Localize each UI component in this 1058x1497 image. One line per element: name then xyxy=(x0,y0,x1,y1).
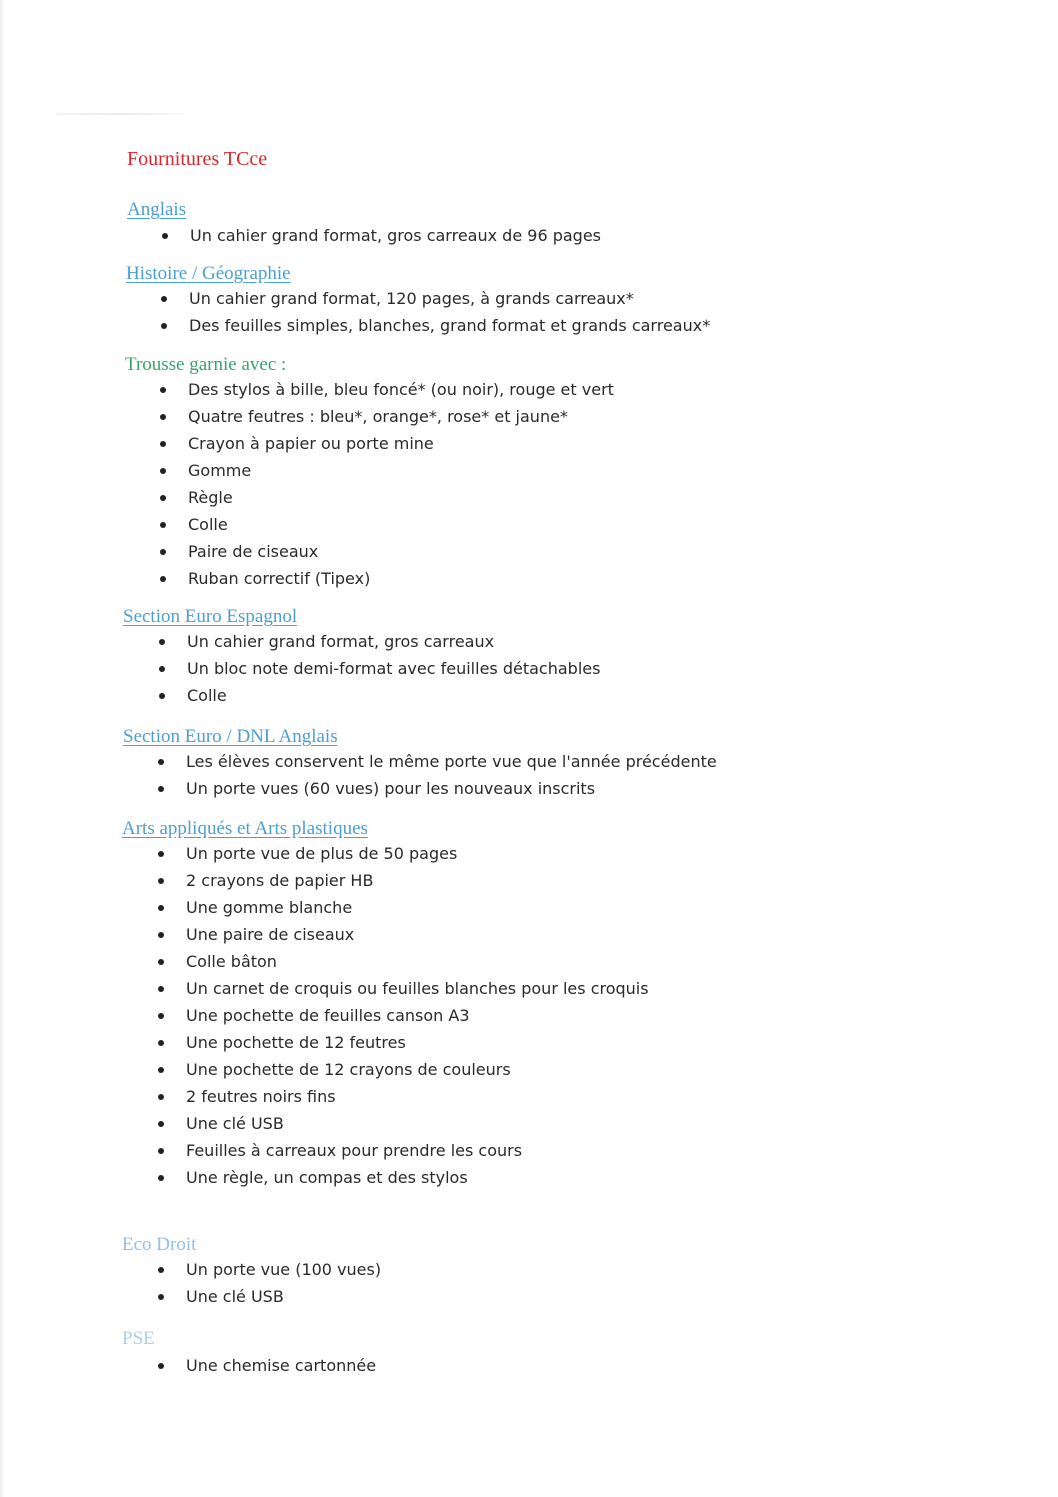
list-item-text: Une pochette de 12 crayons de couleurs xyxy=(186,1060,511,1079)
list-item xyxy=(122,1283,1058,1310)
section-histoire-geographie xyxy=(0,263,1058,339)
section-heading: Section Euro / DNL Anglais xyxy=(123,726,338,747)
item-list xyxy=(123,628,1058,709)
list-item-text: Colle xyxy=(188,515,228,534)
section-heading: Arts appliqués et Arts plastiques xyxy=(122,818,368,839)
list-item-text: Un cahier grand format, gros carreaux xyxy=(187,632,495,651)
list-item-text: Des feuilles simples, blanches, grand format et grands carreaux* xyxy=(189,316,711,335)
item-list xyxy=(126,222,1058,249)
list-item-text: Paire de ciseaux xyxy=(188,542,319,561)
list-item xyxy=(122,1110,1058,1137)
list-item xyxy=(125,285,1058,312)
list-item xyxy=(122,775,1058,802)
list-item-text: Crayon à papier ou porte mine xyxy=(188,434,434,453)
list-item-text: Un cahier grand format, 120 pages, à grands carreaux* xyxy=(189,289,634,308)
list-item xyxy=(122,1083,1058,1110)
list-item-text: Quatre feutres : bleu*, orange*, rose* et jaune* xyxy=(188,407,568,426)
list-item xyxy=(124,511,1058,538)
bullet-icon xyxy=(158,1013,164,1019)
document-title: Fournitures TCce xyxy=(127,148,268,170)
list-item xyxy=(123,628,1058,655)
bullet-icon xyxy=(158,959,164,965)
list-item xyxy=(122,948,1058,975)
list-item-text: Une clé USB xyxy=(186,1114,284,1133)
list-item-text: Un bloc note demi-format avec feuilles détachables xyxy=(187,659,601,678)
list-item-text: Une règle, un compas et des stylos xyxy=(186,1168,468,1187)
list-item-text: Un carnet de croquis ou feuilles blanches pour les croquis xyxy=(186,979,649,998)
list-item xyxy=(122,1002,1058,1029)
item-list xyxy=(125,285,1058,339)
section-euro-dnl-anglais xyxy=(0,726,1058,802)
bullet-icon xyxy=(158,759,164,765)
list-item xyxy=(124,457,1058,484)
list-item-text: Une gomme blanche xyxy=(186,898,353,917)
item-list xyxy=(122,1352,1058,1379)
section-heading: Anglais xyxy=(127,199,187,220)
bullet-icon xyxy=(161,323,167,329)
section-heading: Section Euro Espagnol xyxy=(123,606,298,627)
bullet-icon xyxy=(160,495,166,501)
list-item-text: Ruban correctif (Tipex) xyxy=(188,569,371,588)
section-euro-espagnol xyxy=(0,606,1058,709)
list-item xyxy=(124,565,1058,592)
bullet-icon xyxy=(158,1267,164,1273)
list-item-text: Colle xyxy=(187,686,227,705)
bullet-icon xyxy=(160,549,166,555)
bullet-icon xyxy=(159,639,165,645)
list-item-text: Feuilles à carreaux pour prendre les cours xyxy=(186,1141,523,1160)
bullet-icon xyxy=(160,441,166,447)
bullet-icon xyxy=(160,387,166,393)
section-heading: PSE xyxy=(122,1328,155,1349)
list-item xyxy=(124,430,1058,457)
bullet-icon xyxy=(161,296,167,302)
item-list xyxy=(124,376,1058,592)
list-item xyxy=(124,376,1058,403)
list-item xyxy=(122,840,1058,867)
list-item xyxy=(124,403,1058,430)
bullet-icon xyxy=(158,1148,164,1154)
list-item-text: Colle bâton xyxy=(186,952,277,971)
section-heading: Trousse garnie avec : xyxy=(125,354,287,375)
list-item xyxy=(122,894,1058,921)
list-item-text: Un porte vue (100 vues) xyxy=(186,1260,382,1279)
list-item-text: Règle xyxy=(188,488,233,507)
list-item-text: Une pochette de 12 feutres xyxy=(186,1033,406,1052)
bullet-icon xyxy=(158,786,164,792)
list-item-text: Un cahier grand format, gros carreaux de 96 pages xyxy=(190,226,601,245)
bullet-icon xyxy=(158,1175,164,1181)
list-item xyxy=(124,484,1058,511)
section-eco-droit xyxy=(0,1234,1058,1310)
item-list xyxy=(122,1256,1058,1310)
list-item-text: Un porte vue de plus de 50 pages xyxy=(186,844,458,863)
bullet-icon xyxy=(160,414,166,420)
bullet-icon xyxy=(160,522,166,528)
list-item xyxy=(122,1352,1058,1379)
bullet-icon xyxy=(158,878,164,884)
list-item xyxy=(122,1029,1058,1056)
bullet-icon xyxy=(158,1040,164,1046)
section-pse xyxy=(0,1328,1058,1379)
list-item-text: Un porte vues (60 vues) pour les nouveaux inscrits xyxy=(186,779,596,798)
bullet-icon xyxy=(160,468,166,474)
bullet-icon xyxy=(158,1094,164,1100)
list-item xyxy=(122,1164,1058,1191)
list-item-text: Une paire de ciseaux xyxy=(186,925,355,944)
list-item xyxy=(122,975,1058,1002)
bullet-icon xyxy=(158,905,164,911)
section-arts xyxy=(0,818,1058,1191)
section-heading: Eco Droit xyxy=(122,1234,197,1255)
list-item xyxy=(123,655,1058,682)
list-item xyxy=(122,867,1058,894)
list-item xyxy=(124,538,1058,565)
bullet-icon xyxy=(158,851,164,857)
bullet-icon xyxy=(158,932,164,938)
section-heading: Histoire / Géographie xyxy=(126,263,291,284)
list-item-text: Une clé USB xyxy=(186,1287,284,1306)
section-anglais xyxy=(0,199,1058,249)
bullet-icon xyxy=(158,1294,164,1300)
scan-mark xyxy=(55,113,185,115)
list-item-text: Des stylos à bille, bleu foncé* (ou noir), rouge et vert xyxy=(188,380,614,399)
item-list xyxy=(122,748,1058,802)
bullet-icon xyxy=(158,1363,164,1369)
item-list xyxy=(122,840,1058,1191)
list-item xyxy=(122,1056,1058,1083)
list-item-text: Les élèves conservent le même porte vue que l'année précédente xyxy=(186,752,717,771)
bullet-icon xyxy=(159,666,165,672)
list-item xyxy=(122,921,1058,948)
list-item xyxy=(122,1137,1058,1164)
list-item xyxy=(126,222,1058,249)
list-item-text: Gomme xyxy=(188,461,252,480)
bullet-icon xyxy=(158,1121,164,1127)
list-item-text: 2 feutres noirs fins xyxy=(186,1087,336,1106)
bullet-icon xyxy=(160,576,166,582)
section-trousse xyxy=(0,354,1058,592)
list-item xyxy=(122,1256,1058,1283)
bullet-icon xyxy=(158,1067,164,1073)
bullet-icon xyxy=(158,986,164,992)
list-item-text: Une pochette de feuilles canson A3 xyxy=(186,1006,470,1025)
list-item xyxy=(123,682,1058,709)
list-item xyxy=(122,748,1058,775)
bullet-icon xyxy=(162,233,168,239)
bullet-icon xyxy=(159,693,165,699)
list-item-text: Une chemise cartonnée xyxy=(186,1356,377,1375)
list-item-text: 2 crayons de papier HB xyxy=(186,871,374,890)
list-item xyxy=(125,312,1058,339)
